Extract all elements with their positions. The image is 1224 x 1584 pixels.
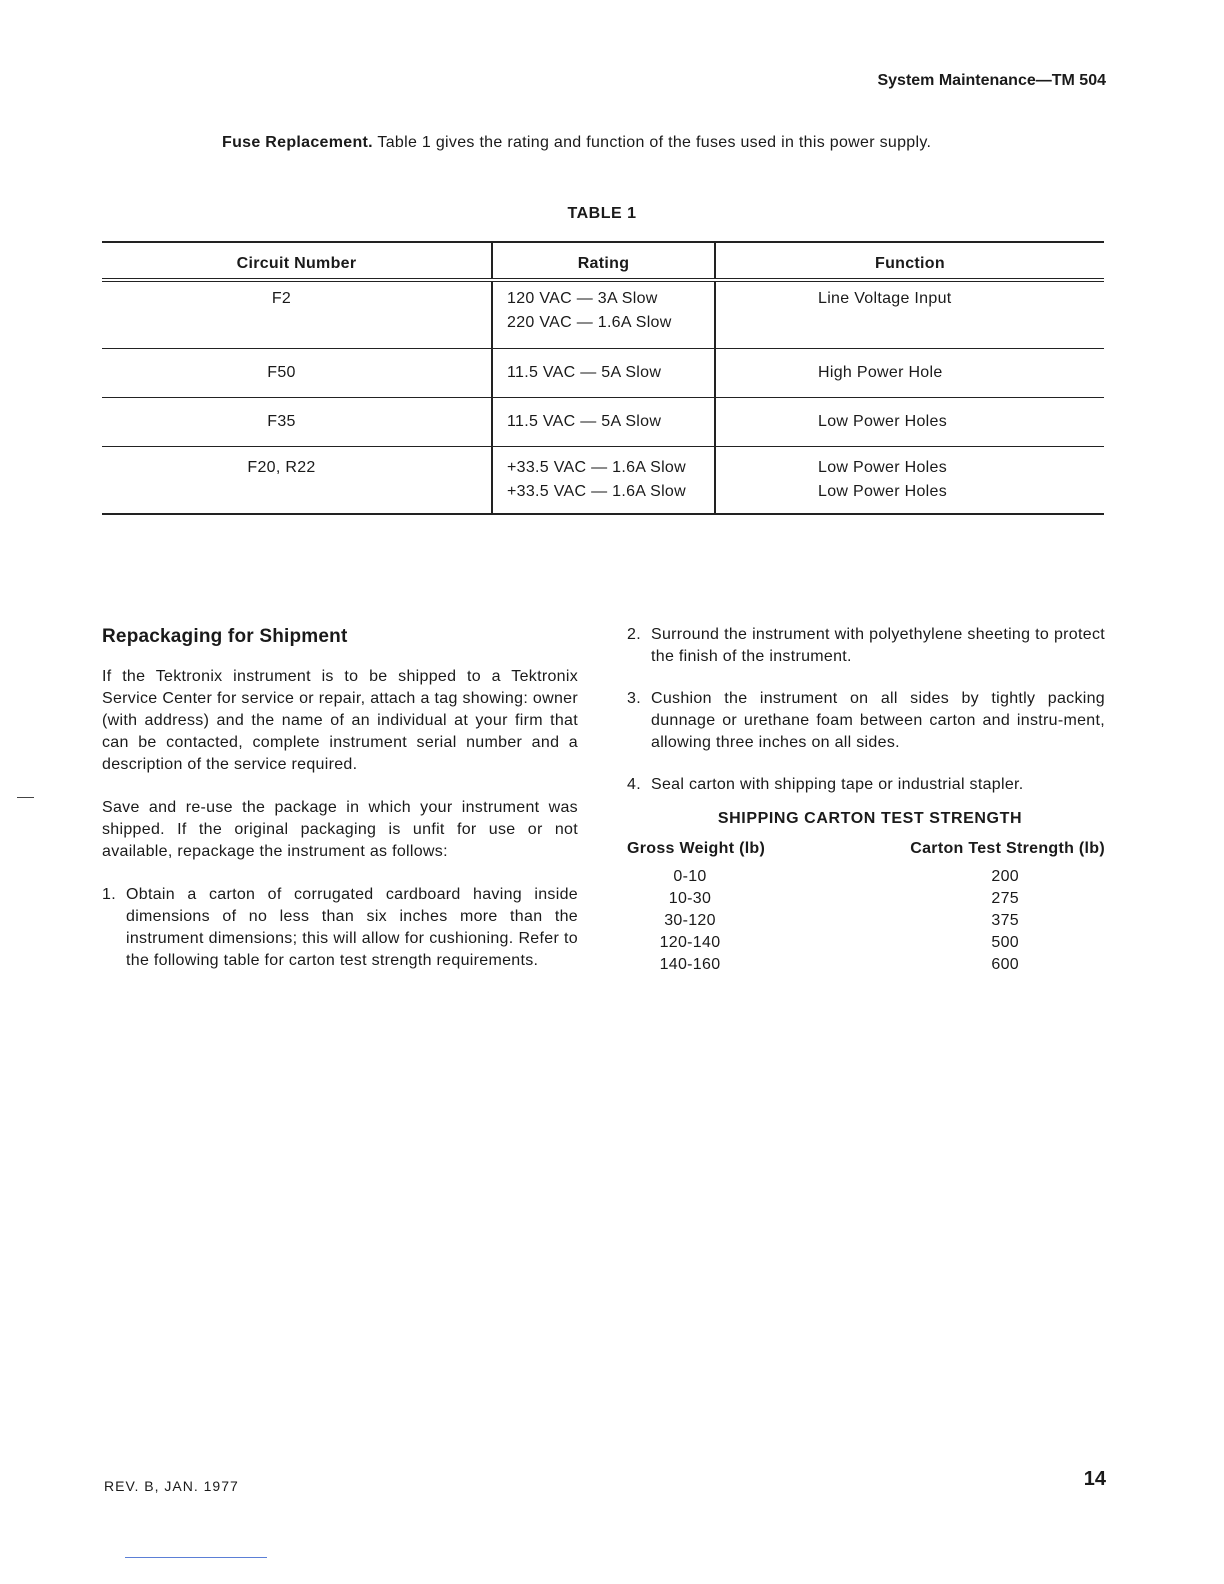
strength-cell: 375 <box>991 912 1019 929</box>
weight-cell: 140-160 <box>659 956 721 973</box>
table-row <box>102 447 1104 515</box>
strength-cell: 200 <box>991 868 1019 885</box>
function-cell: Low Power Holes <box>818 413 947 430</box>
circuit-cell: F35 <box>267 413 296 430</box>
shipping-table-title: SHIPPING CARTON TEST STRENGTH <box>717 810 1023 827</box>
function-cell: Line Voltage Input <box>818 290 952 307</box>
list-item <box>627 688 1105 754</box>
list-item <box>102 884 578 972</box>
intro-text: Table 1 gives the rating and function of the fuses used in this power supply. <box>377 134 932 151</box>
left-column <box>102 624 578 993</box>
list-item-number: 3. <box>627 690 641 707</box>
circuit-cell: F50 <box>267 364 296 381</box>
page-header-title: System Maintenance—TM 504 <box>877 72 1106 89</box>
fuse-replacement-intro <box>222 134 931 152</box>
column-header-circuit: Circuit Number <box>102 243 493 278</box>
shipping-table-header <box>627 838 1105 860</box>
rating-cell: 11.5 VAC — 5A Slow <box>507 364 662 381</box>
rating-cell: +33.5 VAC — 1.6A Slow <box>507 459 686 476</box>
list-item-text: Surround the instrument with polyethylene sheeting to protect the finish of the instrument. <box>651 626 1105 665</box>
column-header-gross-weight: Gross Weight (lb) <box>627 840 766 857</box>
page-number: 14 <box>1083 1468 1106 1490</box>
circuit-cell: F20, R22 <box>247 459 316 476</box>
table-row <box>102 398 1104 447</box>
table-row <box>627 910 1105 932</box>
weight-cell: 30-120 <box>664 912 716 929</box>
list-item-number: 4. <box>627 776 641 793</box>
weight-cell: 10-30 <box>668 890 712 907</box>
table-row <box>627 888 1105 910</box>
fuse-table <box>102 241 1104 515</box>
strength-cell: 600 <box>991 956 1019 973</box>
table-row <box>627 954 1105 976</box>
list-item-number: 1. <box>102 886 116 903</box>
circuit-cell: F2 <box>271 290 292 307</box>
fuse-table-header-row <box>102 243 1104 282</box>
list-item-text: Cushion the instrument on all sides by tightly packing dunnage or urethane foam between carton and instru-ment, allowing three inches on all sides. <box>651 690 1105 751</box>
list-item <box>627 774 1105 796</box>
strength-cell: 275 <box>991 890 1019 907</box>
shipping-table-body <box>627 866 1105 976</box>
section-heading-repackaging: Repackaging for Shipment <box>102 626 348 647</box>
rating-cell: +33.5 VAC — 1.6A Slow <box>507 483 686 500</box>
rating-cell: 11.5 VAC — 5A Slow <box>507 413 662 430</box>
table-row <box>102 282 1104 349</box>
intro-lead: Fuse Replacement. <box>222 134 373 151</box>
right-column <box>627 624 1105 976</box>
rating-cell: 220 VAC — 1.6A Slow <box>507 314 672 331</box>
margin-mark <box>17 797 34 798</box>
column-header-test-strength: Carton Test Strength (lb) <box>910 840 1105 857</box>
list-item-text: Seal carton with shipping tape or industrial stapler. <box>651 776 1024 793</box>
strength-cell: 500 <box>991 934 1019 951</box>
table-caption: TABLE 1 <box>567 205 637 222</box>
paragraph: If the Tektronix instrument is to be shipped to a Tektronix Service Center for service or repair, attach a tag showing: owner (with address) and the name of an individual at your firm that can be contacted, complete instrument serial number and a description of the service required. <box>102 668 578 773</box>
list-item-number: 2. <box>627 626 641 643</box>
bottom-rule <box>125 1557 267 1558</box>
weight-cell: 120-140 <box>659 934 721 951</box>
column-header-rating: Rating <box>493 243 716 278</box>
paragraph: Save and re-use the package in which your instrument was shipped. If the original packaging is unfit for use or not available, repackage the instrument as follows: <box>102 799 578 860</box>
table-row <box>102 349 1104 398</box>
footer-revision: REV. B, JAN. 1977 <box>104 1478 239 1494</box>
table-row <box>627 932 1105 954</box>
rating-cell: 120 VAC — 3A Slow <box>507 290 658 307</box>
function-cell: Low Power Holes <box>818 459 947 476</box>
list-item-text: Obtain a carton of corrugated cardboard having inside dimensions of no less than six inches more than the instrument dimensions; this will allow for cushioning. Refer to the following table for carton test strength requirements. <box>126 886 578 969</box>
weight-cell: 0-10 <box>673 868 707 885</box>
column-header-function: Function <box>875 255 945 272</box>
list-item <box>627 624 1105 668</box>
table-row <box>627 866 1105 888</box>
function-cell: Low Power Holes <box>818 483 947 500</box>
function-cell: High Power Hole <box>818 364 943 381</box>
